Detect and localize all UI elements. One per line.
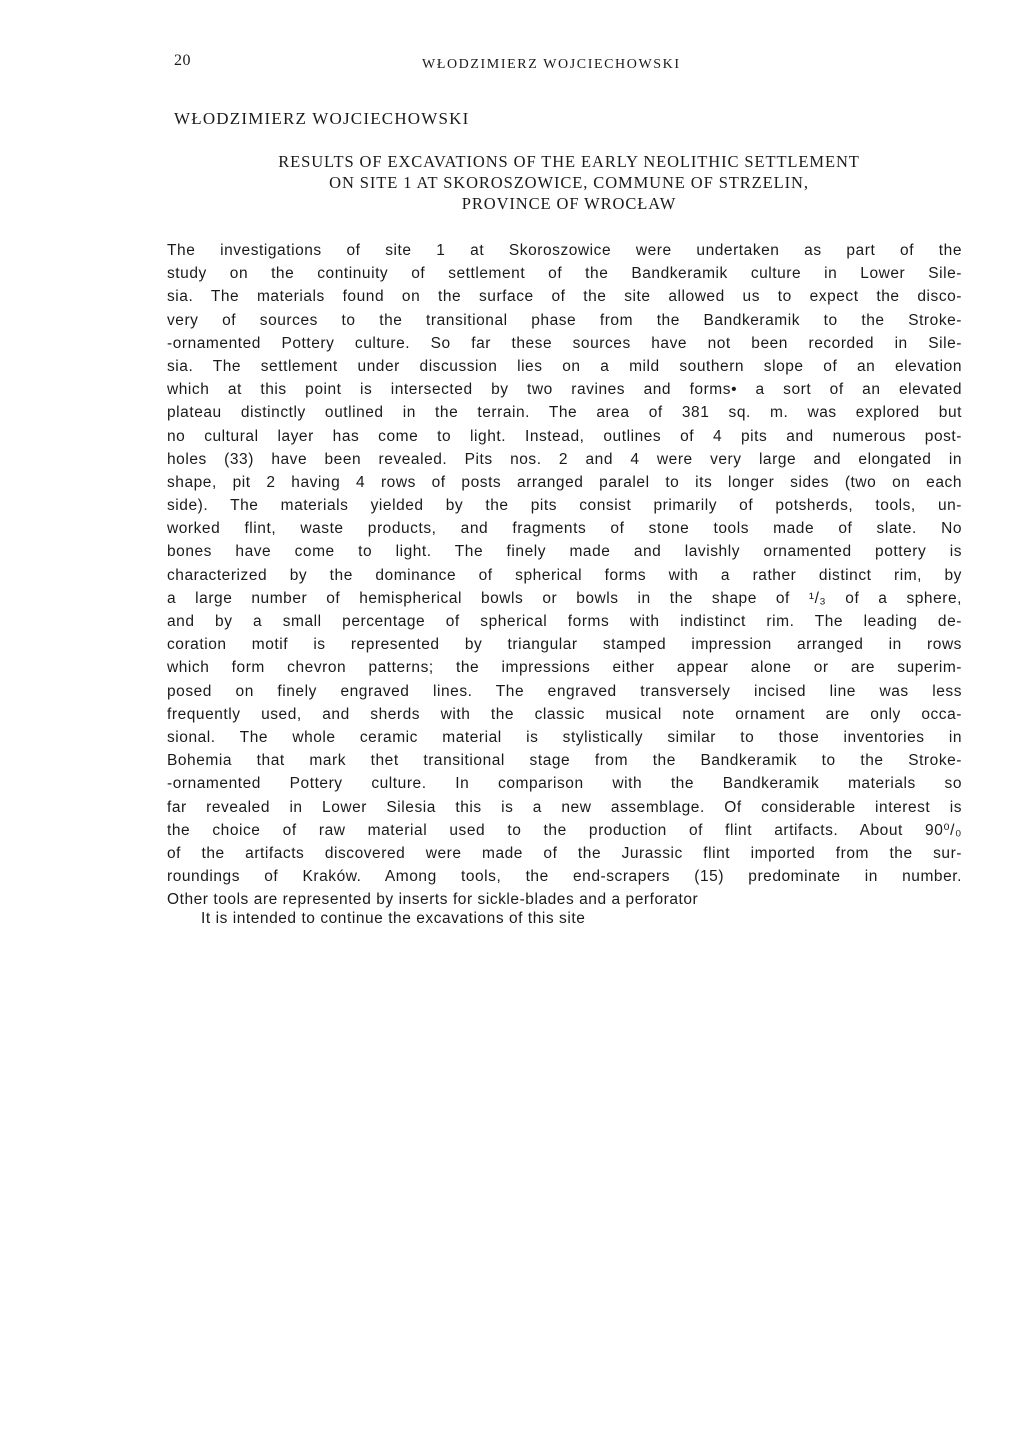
body-line: Bohemia that mark thet transitional stage from the Bandkeramik to the Stroke- (167, 752, 962, 770)
body-line: study on the continuity of settlement of the Bandkeramik culture in Lower Sile- (167, 265, 962, 283)
body-line: side). The materials yielded by the pits consist primarily of potsherds, tools, un- (167, 497, 962, 515)
body-line: sia. The settlement under discussion lies on a mild southern slope of an elevation (167, 357, 962, 375)
page-number: 20 (174, 52, 191, 69)
body-line: of the artifacts discovered were made of the Jurassic flint imported from the sur- (167, 844, 962, 862)
body-line: shape, pit 2 having 4 rows of posts arranged paralel to its longer sides (two on each (167, 473, 962, 491)
body-line: sia. The materials found on the surface of the site allowed us to expect the disco- (167, 288, 962, 306)
body-line: no cultural layer has come to light. Instead, outlines of 4 pits and numerous post- (167, 427, 962, 445)
body-line: coration motif is represented by triangular stamped impression arranged in rows (167, 636, 962, 654)
body-line: holes (33) have been revealed. Pits nos. 2 and 4 were very large and elongated in (167, 450, 962, 468)
title-line: RESULTS OF EXCAVATIONS OF THE EARLY NEOLITHIC SETTLEMENT (278, 152, 860, 171)
closing-sentence: It is intended to continue the excavations of this site (201, 910, 586, 927)
title-line: PROVINCE OF WROCŁAW (461, 194, 677, 213)
body-line: which form chevron patterns; the impressions either appear alone or are superim- (167, 659, 962, 677)
body-line: roundings of Kraków. Among tools, the end-scrapers (15) predominate in number. (167, 868, 962, 886)
running-header: WŁODZIMIERZ WOJCIECHOWSKI (422, 57, 681, 72)
body-line: a large number of hemispherical bowls or bowls in the shape of ¹/₃ of a sphere, (167, 589, 962, 607)
body-line: frequently used, and sherds with the classic musical note ornament are only occa- (167, 705, 962, 723)
body-line: bones have come to light. The finely made and lavishly ornamented pottery is (167, 543, 962, 561)
body-line: and by a small percentage of spherical forms with indistinct rim. The leading de- (167, 613, 962, 630)
article-title (174, 151, 964, 214)
body-line: -ornamented Pottery culture. So far these sources have not been recorded in Sile- (167, 334, 962, 352)
body-line: plateau distinctly outlined in the terrain. The area of 381 sq. m. was explored but (167, 404, 962, 422)
article-author: WŁODZIMIERZ WOJCIECHOWSKI (174, 109, 470, 128)
body-line: The investigations of site 1 at Skoroszowice were undertaken as part of the (167, 242, 962, 259)
body-line: Other tools are represented by inserts for sickle-blades and a perforator (167, 891, 699, 909)
body-line: sional. The whole ceramic material is stylistically similar to those inventories in (167, 728, 962, 746)
body-line: worked flint, waste products, and fragments of stone tools made of slate. No (167, 520, 962, 538)
article-body (167, 239, 962, 911)
body-line: -ornamented Pottery culture. In comparison with the Bandkeramik materials so (167, 775, 962, 793)
body-line: posed on finely engraved lines. The engraved transversely incised line was less (167, 682, 962, 700)
body-line: the choice of raw material used to the production of flint artifacts. About 90⁰/₀ (167, 821, 962, 839)
body-line: which at this point is intersected by two ravines and forms• a sort of an elevated (167, 381, 962, 399)
title-line: ON SITE 1 AT SKOROSZOWICE, COMMUNE OF STRZELIN, (329, 173, 809, 192)
body-line: characterized by the dominance of spherical forms with a rather distinct rim, by (167, 566, 962, 584)
body-line: far revealed in Lower Silesia this is a new assemblage. Of considerable interest is (167, 798, 962, 816)
body-line: very of sources to the transitional phase from the Bandkeramik to the Stroke- (167, 311, 962, 329)
